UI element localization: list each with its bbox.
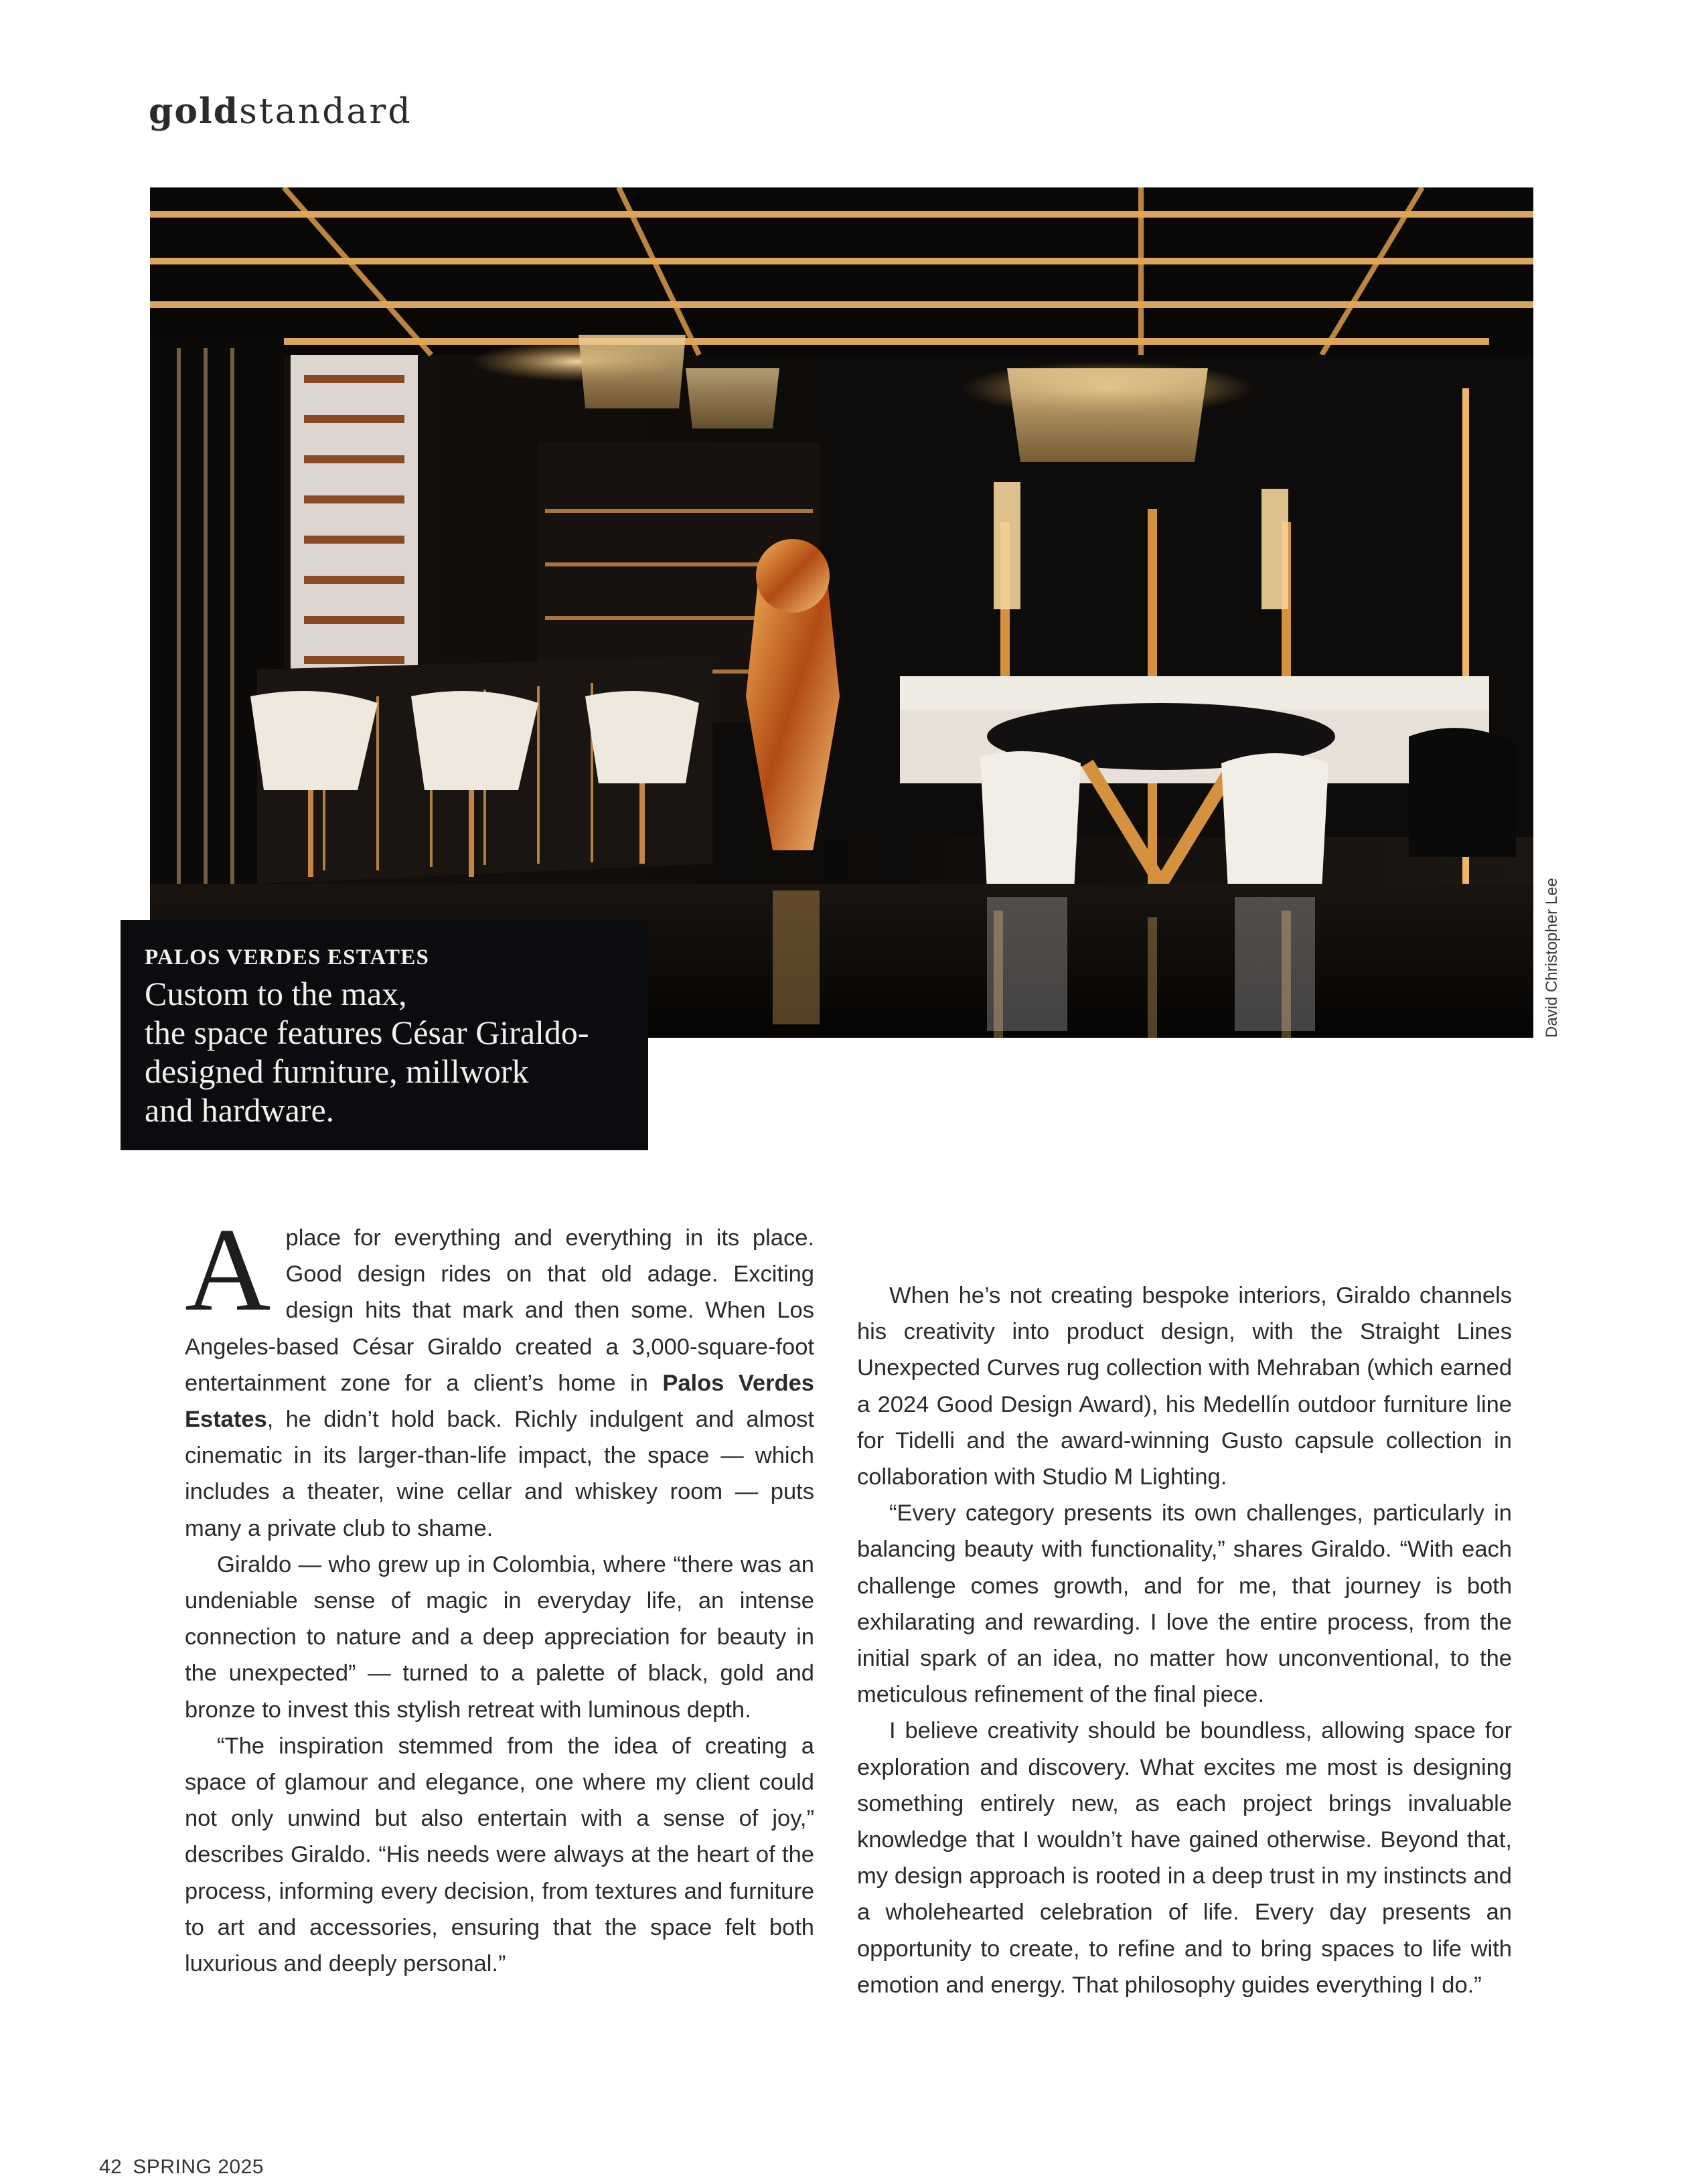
caption-box: [121, 920, 648, 1150]
article-paragraph: I believe creativity should be boundless, allowing space for exploration and discovery. What excites me most is designing something entirely new, as each project brings invaluable knowledge that I wouldn’t have gained otherwise. Beyond that, my design approach is rooted in a deep trust in my instincts and a wholehearted celebration of life. Every day presents an opportunity to create, to refine and to bring spaces to life with emotion and energy. That philosophy guides everything I do.”: [857, 1718, 1512, 1998]
caption-line: designed furniture, millwork: [145, 1052, 529, 1090]
article-paragraph: [185, 1203, 814, 1547]
location-bold: Palos Verdes Estates: [185, 1370, 814, 1433]
article-paragraph: Giraldo — who grew up in Colombia, where “there was an undeniable sense of magic in everyday life, an intense connection to nature and a deep appreciation for beauty in the unexpected” — turned to a palette of black, gold and bronze to invest this stylish retreat with luminous depth.: [185, 1551, 814, 1723]
article-column-right: [857, 1277, 1512, 2003]
paragraph-text: , he didn’t hold back. Richly indulgent and almost cinematic in its larger-than-life impact, the space — which includes a theater, wine cellar and whiskey room — puts many a private club to shame.: [185, 1407, 814, 1541]
drop-cap: A: [185, 1203, 271, 1336]
lounge-illustration: [150, 187, 1533, 1038]
caption-kicker: PALOS VERDES ESTATES: [145, 945, 430, 969]
section-tag: [149, 91, 412, 132]
article-paragraph: “Every category presents its own challenges, particularly in balancing beauty with functionality,” shares Giraldo. “With each challenge comes growth, and for me, that journey is both exhilarating and rewarding. I love the entire process, from the initial spark of an idea, no matter how unconventional, to the meticulous refinement of the final piece.: [857, 1500, 1512, 1708]
article-paragraph: “The inspiration stemmed from the idea of creating a space of glamour and elegance, one where my client could not only unwind but also entertain with a sense of joy,” describes Giraldo. “His needs were always at the heart of the process, informing every decision, from textures and furniture to art and accessories, ensuring that the space felt both luxurious and deeply personal.”: [185, 1733, 814, 1977]
caption-line: the space features César Giraldo-: [145, 1014, 589, 1051]
issue-label: SPRING 2025: [133, 2156, 264, 2178]
article-paragraph: When he’s not creating bespoke interiors, Giraldo channels his creativity into product design, with the Straight Lines Unexpected Curves rug collection with Mehraban (which earned a 2024 Good Design Award), his Medellín outdoor furniture line for Tidelli and the award-winning Gusto capsule collection in collaboration with Studio M Lighting.: [857, 1283, 1513, 1490]
paragraph-text: place for everything and everything in its place. Good design rides on that old adage. Exciting design hits that mark and then some. When Los Angeles-based César Giraldo created a 3,000-square-foot entertainment zone for a client’s home in: [185, 1225, 814, 1396]
interior-photo: [150, 187, 1533, 1038]
caption-line: and hardware.: [145, 1091, 335, 1129]
caption-text: [145, 974, 624, 1129]
section-tag-rest: standard: [239, 92, 412, 132]
article-column-left: [185, 1203, 814, 1982]
page-number: 42: [99, 2156, 123, 2178]
photo-credit-text: David Christopher Lee: [1543, 878, 1561, 1038]
caption-line: Custom to the max,: [145, 975, 407, 1012]
page-folio: [99, 2156, 264, 2179]
section-tag-bold: gold: [149, 91, 240, 132]
